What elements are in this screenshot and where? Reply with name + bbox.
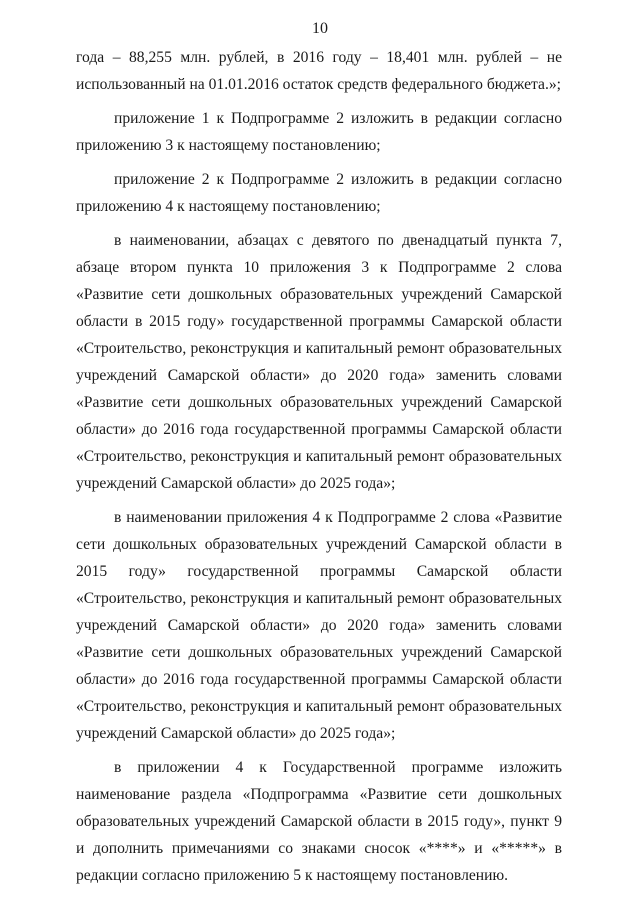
document-body xyxy=(76,44,562,896)
paragraph-naming-appendix-3: в наименовании, абзацах с девятого по двенадцатый пункта 7, абзаце втором пункта 10 приложения 3 к Подпрограмме 2 слова «Развитие сети дошкольных образовательных учреждений Самарской области в 2015 году» государственной программы Самарской области «Строительство, реконструкция и капитальный ремонт образовательных учреждений Самарской области» до 2020 года» заменить словами «Развитие сети дошкольных образовательных учреждений Самарской области» до 2016 года государственной программы Самарской области «Строительство, реконструкция и капитальный ремонт образовательных учреждений Самарской области» до 2025 года»; xyxy=(76,232,562,492)
paragraph-appendix-2: приложение 2 к Подпрограмме 2 изложить в редакции согласно приложению 4 к настоящему постановлению; xyxy=(76,171,562,215)
paragraph-appendix-4-state-program: в приложении 4 к Государственной программе изложить наименование раздела «Подпрограмма «Развитие сети дошкольных образовательных учреждений Самарской области в 2015 году», пункт 9 и дополнить примечаниями со знаками сносок «****» и «*****» в редакции согласно приложению 5 к настоящему постановлению. xyxy=(76,759,562,884)
paragraph-continuation: года – 88,255 млн. рублей, в 2016 году – 18,401 млн. рублей – не использованный на 01.01.2016 остаток средств федерального бюджета.»; xyxy=(76,49,562,93)
paragraph-appendix-1: приложение 1 к Подпрограмме 2 изложить в редакции согласно приложению 3 к настоящему постановлению; xyxy=(76,110,562,154)
page-number: 10 xyxy=(312,20,328,37)
paragraph-naming-appendix-4: в наименовании приложения 4 к Подпрограмме 2 слова «Развитие сети дошкольных образовательных учреждений Самарской области в 2015 году» государственной программы Самарской области «Строительство, реконструкция и капитальный ремонт образовательных учреждений Самарской области» до 2020 года» заменить словами «Развитие сети дошкольных образовательных учреждений Самарской области» до 2016 года государственной программы Самарской области «Строительство, реконструкция и капитальный ремонт образовательных учреждений Самарской области» до 2025 года»; xyxy=(76,509,562,742)
